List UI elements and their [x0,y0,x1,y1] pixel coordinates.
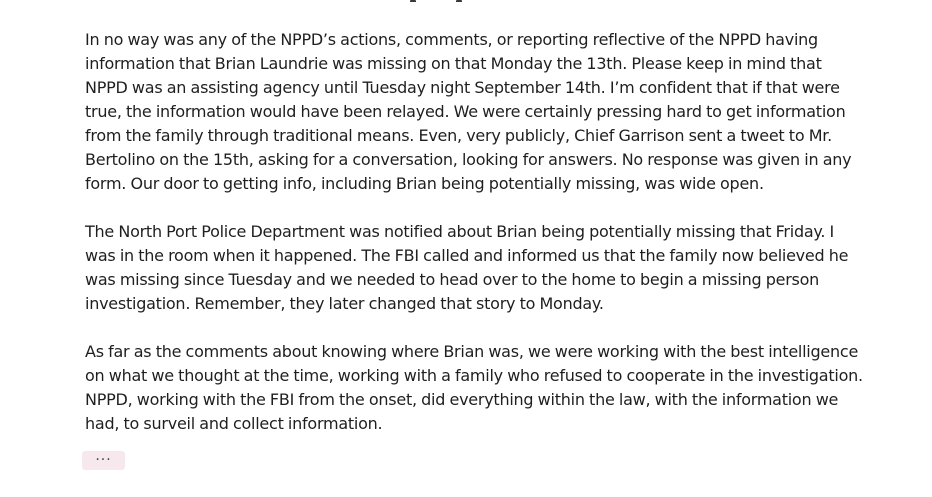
clipped-text-fragment [410,0,520,2]
text-line: Bertolino on the 15th, asking for a conversation, looking for answers. No response was given in any [85,150,852,169]
text-line: was in the room when it happened. The FBI called and informed us that the family now believed he [85,246,849,265]
text-line: In no way was any of the NPPD’s actions, comments, or reporting reflective of the NPPD having [85,30,818,49]
text-line: investigation. Remember, they later changed that story to Monday. [85,294,604,313]
paragraph-3 [85,340,915,436]
article-content [85,28,915,436]
more-options-button[interactable]: ··· [82,451,125,470]
text-line: was missing since Tuesday and we needed to head over to the home to begin a missing person [85,270,820,289]
text-line: from the family through traditional means. Even, very publicly, Chief Garrison sent a tweet to Mr. [85,126,832,145]
text-line: information that Brian Laundrie was missing on that Monday the 13th. Please keep in mind that [85,54,822,73]
text-line: had, to surveil and collect information. [85,414,383,433]
paragraph-2 [85,220,915,316]
paragraph-1 [85,28,915,196]
text-line: NPPD, working with the FBI from the onset, did everything within the law, with the information we [85,390,839,409]
text-line: form. Our door to getting info, including Brian being potentially missing, was wide open. [85,174,764,193]
text-line: NPPD was an assisting agency until Tuesday night September 14th. I’m confident that if that were [85,78,840,97]
text-line: on what we thought at the time, working with a family who refused to cooperate in the investigation. [85,366,863,385]
text-line: As far as the comments about knowing where Brian was, we were working with the best intelligence [85,342,859,361]
text-line: true, the information would have been relayed. We were certainly pressing hard to get information [85,102,846,121]
text-line: The North Port Police Department was notified about Brian being potentially missing that Friday. I [85,222,834,241]
